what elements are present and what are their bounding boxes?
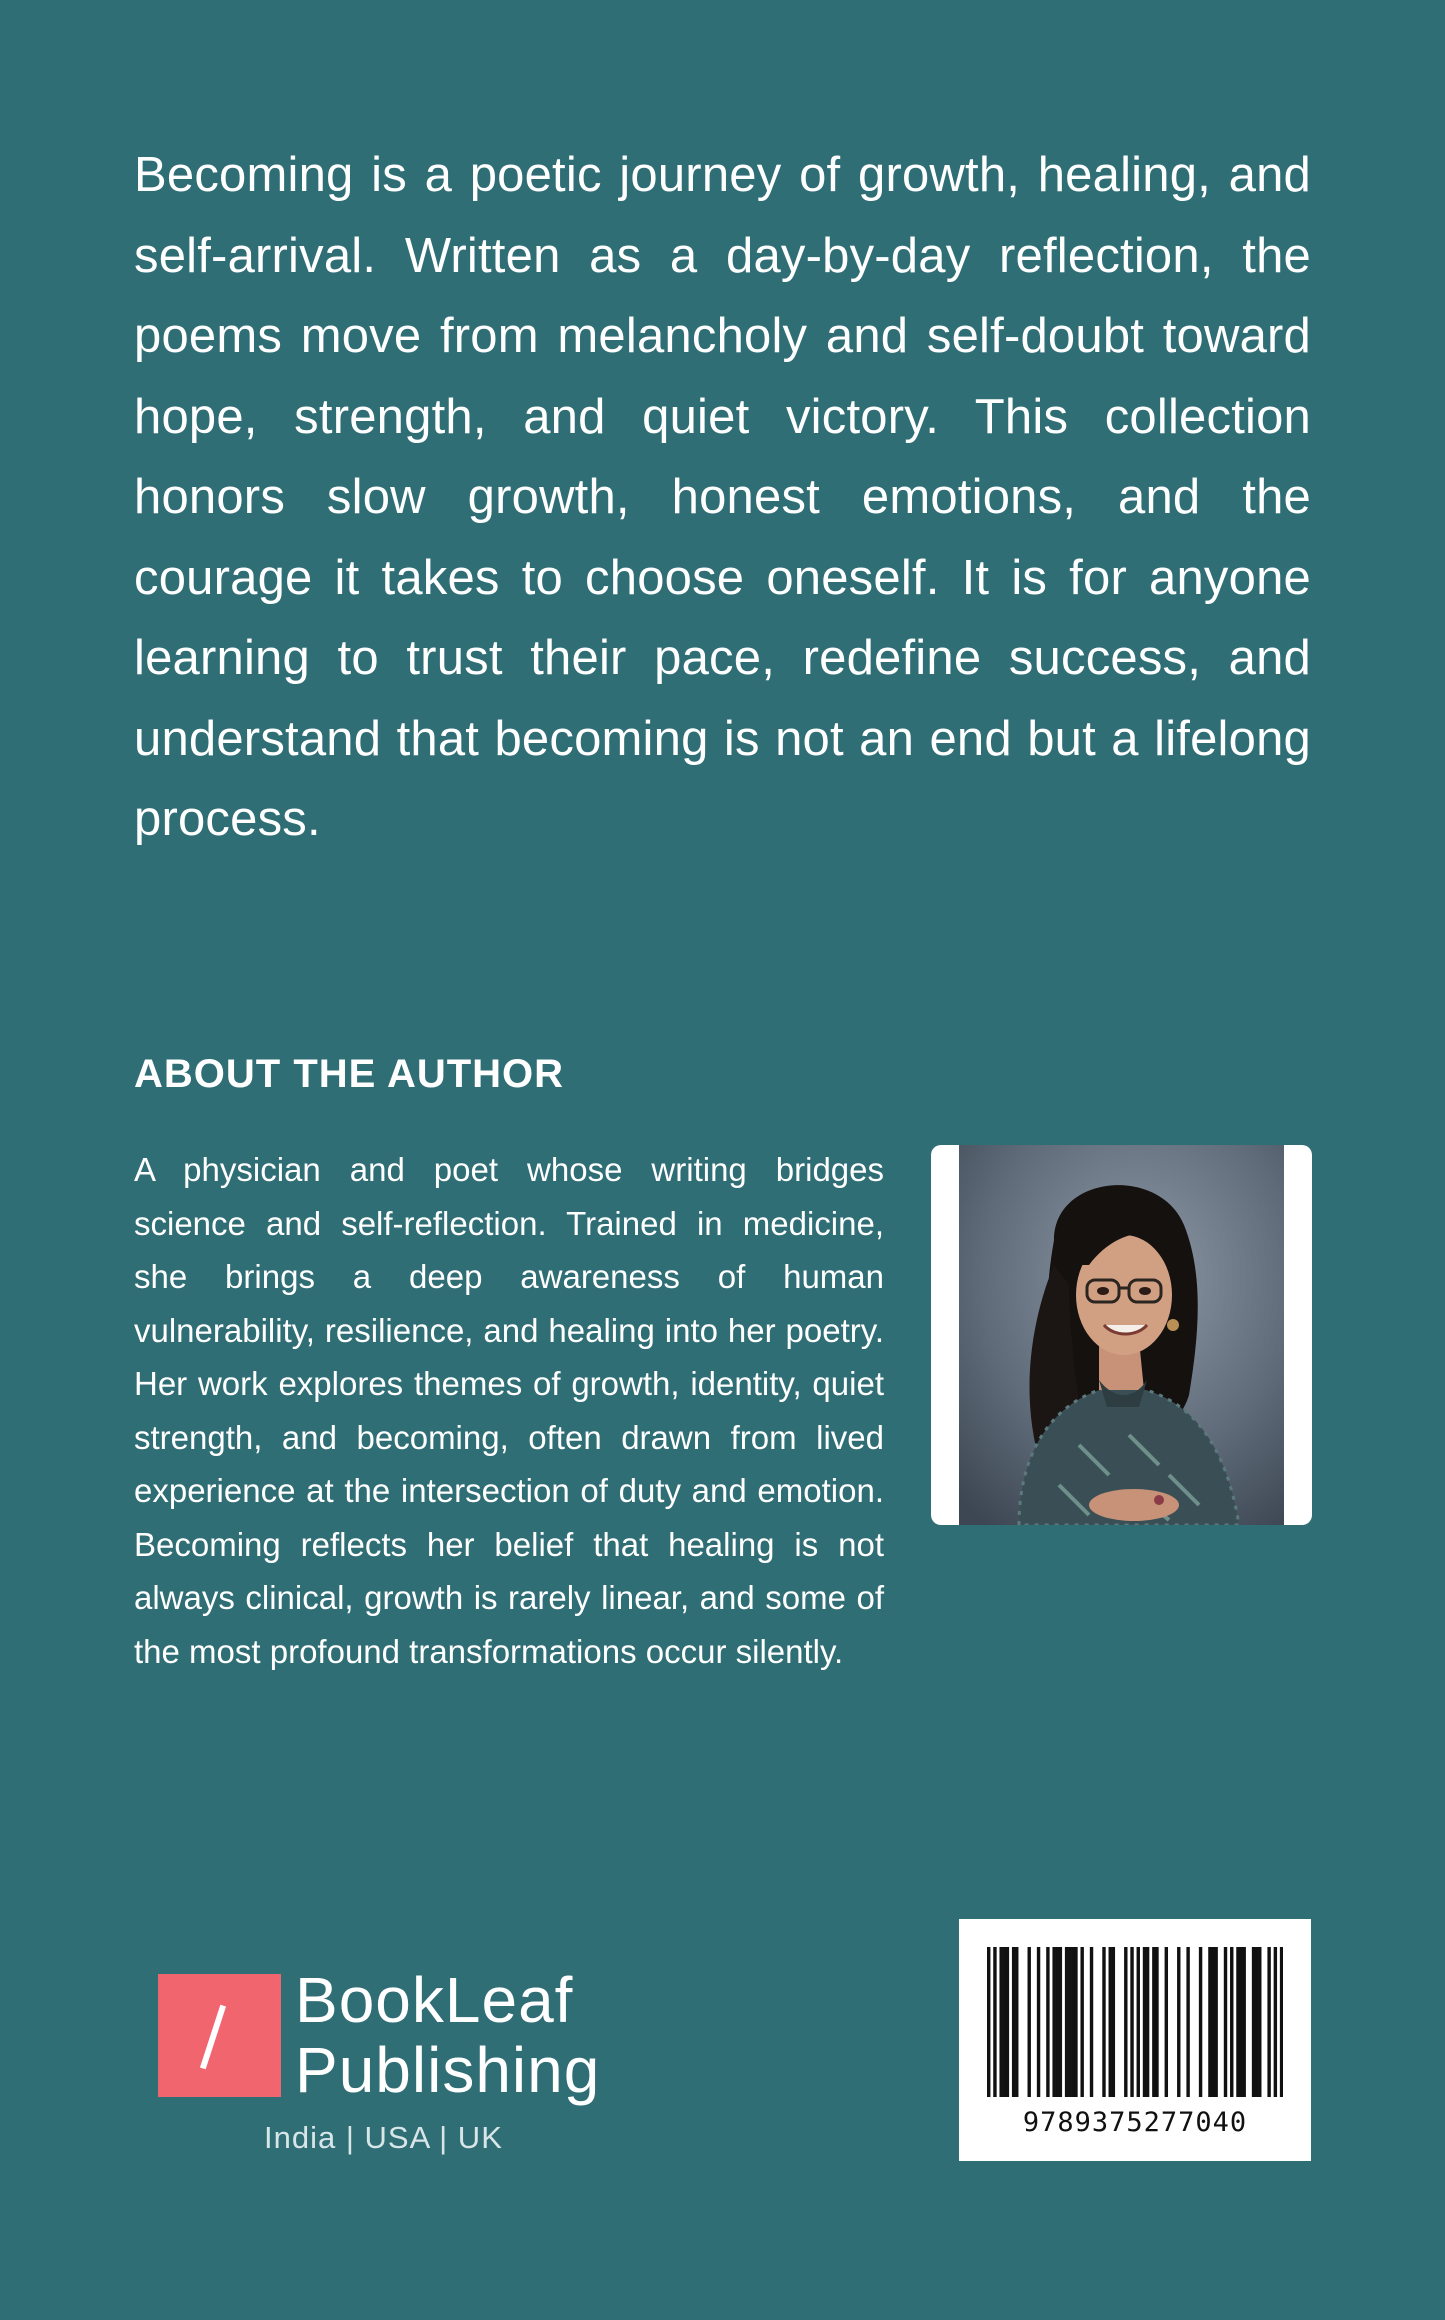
- barcode-bar: [1252, 1947, 1255, 2097]
- barcode-bars: [987, 1947, 1283, 2097]
- barcode-bar: [1267, 1947, 1270, 2097]
- barcode-bar: [1255, 1947, 1258, 2097]
- barcode-bar: [987, 1947, 990, 2097]
- barcode-bar: [1258, 1947, 1261, 2097]
- barcode-bar: [1052, 1947, 1055, 2097]
- barcode-bar: [999, 1947, 1002, 2097]
- barcode-bar: [1046, 1947, 1049, 2097]
- barcode-bar: [1137, 1947, 1140, 2097]
- about-author-text: A physician and poet whose writing bridges science and self-reflection. Trained in medicine, she brings a deep awareness of human vulnerability, resilience, and healing into her poetry. Her work explores themes of growth, identity, quiet strength, and becoming, often drawn from lived experience at the intersection of duty and emotion. Becoming reflects her belief that healing is not always clinical, growth is rarely linear, and some of the most profound transformations occur silently.: [134, 1151, 884, 1670]
- barcode-bar: [1068, 1947, 1071, 2097]
- publisher-name-line2: Publishing: [295, 2034, 601, 2106]
- barcode-bar: [1059, 1947, 1062, 2097]
- barcode-bar: [1152, 1947, 1155, 2097]
- publisher-logo-mark: [158, 1974, 281, 2097]
- barcode-bar: [1037, 1947, 1040, 2097]
- barcode-bar: [1130, 1947, 1133, 2097]
- publisher-regions: India | USA | UK: [264, 2120, 503, 2155]
- barcode-bar: [1124, 1947, 1127, 2097]
- barcode-bar: [1109, 1947, 1112, 2097]
- barcode-bar: [1012, 1947, 1015, 2097]
- barcode-bar: [1239, 1947, 1242, 2097]
- barcode-bar: [1224, 1947, 1227, 2097]
- isbn-barcode: [959, 1919, 1311, 2161]
- barcode-bar: [1165, 1947, 1168, 2097]
- barcode-bar: [1155, 1947, 1158, 2097]
- barcode-bar: [1242, 1947, 1245, 2097]
- publisher-name-line1: BookLeaf: [295, 1964, 574, 2036]
- barcode-bar: [1074, 1947, 1077, 2097]
- author-portrait-image: [959, 1145, 1284, 1525]
- slash-icon: [200, 2005, 226, 2070]
- book-blurb: Becoming is a poetic journey of growth, healing, and self-arrival. Written as a day-by-day reflection, the poems move from melancholy and self-doubt toward hope, strength, and quiet victory. This collection honors slow growth, honest emotions, and the courage it takes to choose oneself. It is for anyone learning to trust their pace, redefine success, and understand that becoming is not an end but a lifelong process.: [134, 148, 1311, 846]
- barcode-bar: [1199, 1947, 1202, 2097]
- isbn-number: 9789375277040: [1022, 2107, 1248, 2138]
- barcode-bar: [1214, 1947, 1217, 2097]
- barcode-bar: [1177, 1947, 1180, 2097]
- barcode-bar: [1211, 1947, 1214, 2097]
- publisher-logo: [158, 1964, 618, 2155]
- author-photo: [931, 1145, 1312, 1525]
- barcode-bar: [1090, 1947, 1093, 2097]
- barcode-bar: [1236, 1947, 1239, 2097]
- barcode-bar: [1065, 1947, 1068, 2097]
- barcode-bar: [1208, 1947, 1211, 2097]
- barcode-bar: [1280, 1947, 1283, 2097]
- barcode-bar: [1071, 1947, 1074, 2097]
- barcode-bar: [993, 1947, 996, 2097]
- barcode-bar: [1006, 1947, 1009, 2097]
- barcode-bar: [1003, 1947, 1006, 2097]
- barcode-bar: [1015, 1947, 1018, 2097]
- barcode-bar: [1080, 1947, 1083, 2097]
- barcode-bar: [1274, 1947, 1277, 2097]
- barcode-bar: [1056, 1947, 1059, 2097]
- barcode-bar: [1112, 1947, 1115, 2097]
- barcode-bar: [1143, 1947, 1146, 2097]
- about-author-heading: ABOUT THE AUTHOR: [134, 1052, 565, 1096]
- barcode-bar: [1028, 1947, 1031, 2097]
- barcode-bar: [1186, 1947, 1189, 2097]
- barcode-bar: [1146, 1947, 1149, 2097]
- barcode-bar: [1102, 1947, 1105, 2097]
- barcode-bar: [1230, 1947, 1233, 2097]
